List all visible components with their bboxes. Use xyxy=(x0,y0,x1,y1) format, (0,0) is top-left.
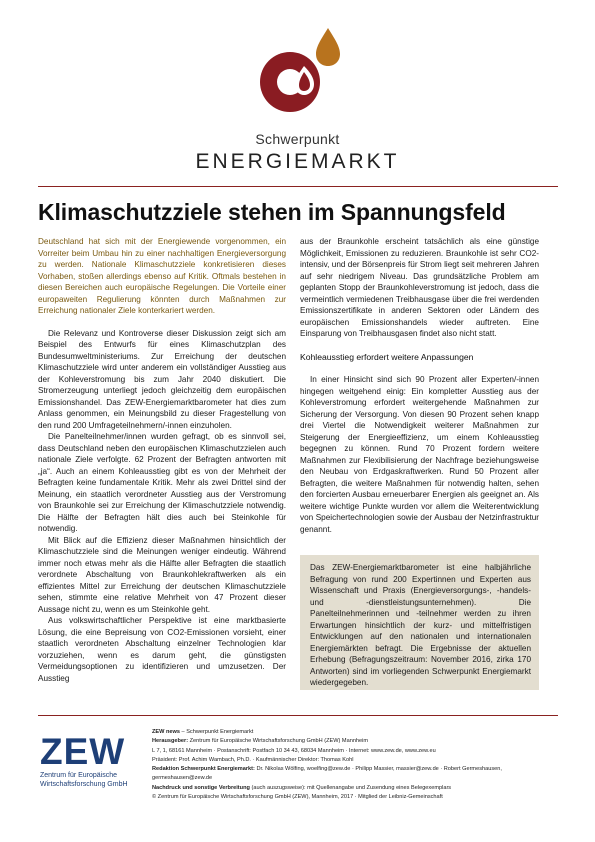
article-paragraph: Die Panelteilnehmer/innen wurden gefragt, ob es sinnvoll sei, dass Deutschland neben den europäischen Klimaschutzzielen auch nationale Ziele verfolgte. 62 Prozent der Befragten antworten mit „ja“. Auch an einem Kohleausstieg gibt es von der Mehrheit der Befragten keine fundamentale Kritik. Mehr als zwei Drittel sind der Meinung, ein staatlich verordneter Ausstieg aus der Verstromung von Braunkohle sei zur Erreichung der Klimaschutzziele notwendig. Die Hälfte der Befragten hält dies auch bei Steinkohle für notwendig. xyxy=(38,432,286,533)
imprint-line: Redaktion Schwerpunkt Energiemarkt: Dr. Nikolas Wölfing, woelfing@zew.de · Philipp Massier, massier@zew.de · Robert Germeshausen, germeshausen@zew.de xyxy=(152,766,502,782)
info-box-text: Das ZEW-Energiemarktbarometer ist eine halbjährliche Befragung von rund 200 Expertinnen und Experten aus Wissenschaft und Praxis (Energieversorgungs-, -handels- und -dienstleistungsunternehmen). Die Panelteilnehmerinnen und -teilnehmer werden zu ihren Erwartungen hinsichtlich der kurz- und mittelfristigen Entwicklungen auf den nationalen und internationalen Energiemärkten befragt. Die Ergebnisse der aktuellen Erhebung (Befragungszeitraum: November 2016, zirka 170 Antworten) sind im vorliegenden Schwerpunkt Energiemarkt wiedergegeben. xyxy=(310,563,531,687)
zew-organization-name: Zentrum für Europäische Wirtschaftsforschung GmbH xyxy=(40,772,128,788)
article-headline: Klimaschutzziele stehen im Spannungsfeld xyxy=(38,199,506,225)
article-column-right xyxy=(300,236,539,535)
imprint-line: ZEW news – Schwerpunkt Energiemarkt xyxy=(152,729,254,735)
article-paragraph: Aus volkswirtschaftlicher Perspektive ist eine marktbasierte Lösung, die eine Bepreisung von CO2-Emissionen vorsieht, einer staatlich verordneten Abschaltung einzelner Technologien klar vorzuziehen, wenn es darum geht, die günstigsten Vermeidungsoptionen zu identifizieren und umzusetzen. Der Ausstieg xyxy=(38,616,286,683)
logo-drop xyxy=(316,28,340,66)
imprint-line: Nachdruck und sonstige Verbreitung (auch auszugsweise): mit Quellenangabe und Zusendung eines Belegexemplars xyxy=(152,784,452,791)
imprint-line: © Zentrum für Europäische Wirtschaftsforschung GmbH (ZEW), Mannheim, 2017 · Mitglied der Leibniz-Gemeinschaft xyxy=(152,794,443,801)
section-kicker: Schwerpunkt xyxy=(255,131,340,147)
article-paragraph: aus der Braunkohle erscheint tatsächlich als eine günstige Möglichkeit, Emissionen zu reduzieren. Braunkohle ist sehr CO2-intensiv, und der Börsenpreis für Strom liegt seit mehreren Jahren auf sehr niedrigem Niveau. Das grundsätzliche Problem am geplanten Stopp der Braunkohleverstromung ist jedoch, dass die vermeintlich vermiedenen Treibhausgase über die frei werdenden Emissionszertifikate in anderen Sektoren oder Ländern des europäischen Emissionshandels wieder auftreten. Eine Einsparung von Treibhausgasen findet also nicht statt. xyxy=(300,237,539,338)
section-title: ENERGIEMARKT xyxy=(195,150,400,173)
energiemarkt-logo xyxy=(252,24,344,124)
imprint xyxy=(152,728,557,802)
header-divider xyxy=(38,186,558,187)
info-box xyxy=(300,555,539,690)
article-paragraph: Mit Blick auf die Effizienz dieser Maßnahmen hinsichtlich der Klimaschutzziele sind die Meinungen weniger eindeutig. Während immer noch etwas mehr als die Hälfte aller Befragten die staatlich verordnete Abschaltung von Braunkohlekraftwerken als ein effizientes Mittel zur Erreichung der deutschen Klimaschutzziele sehen, stimmte eine relative Mehrheit von 47 Prozent dieser Aussage nicht zu, wenn es um Steinkohle geht. xyxy=(38,535,286,614)
article-paragraph: Die Relevanz und Kontroverse dieser Diskussion zeigt sich am Beispiel des Entwurfs für eines Klimaschutzplan des Bundesumweltministeriums. Zur Erreichung der deutschen Klimaschutzziele wird unter anderem ein vollständiger Ausstieg aus der Kohleverstromung bis zum Jahr 2040 diskutiert. Die Stromerzeugung unterliegt jedoch gleichzeitig dem europäischen Emissionshandel. Das ZEW-Energiemarktbarometer hat dies zum Anlass genommen, ein Meinungsbild zu dieser Fragestellung von den rund 200 Umfrageteilnehmern/-innen einzuholen. xyxy=(38,328,286,430)
article-column-left xyxy=(38,236,286,684)
article-paragraph: In einer Hinsicht sind sich 90 Prozent aller Experten/-innen hingegen weitgehend einig: Ein kompletter Ausstieg aus der Kohleverstromung erfordert weitergehende Maßnahmen zur Sicherung der Versorgung. Von diesen 90 Prozent sehen knapp drei Viertel die Notwendigkeit weiterer Maßnahmen zur Steigerung der Energieeffizienz, um einem Kohleausstieg begegnen zu können. Rund 70 Prozent fordern weitere Maßnahmen zur Flexibilisierung der Nachfrage beziehungsweise den Neubau von Erdgaskraftwerken. Rund 50 Prozent aller Befragten, die weitere Maßnahmen für notwendig halten, sehen den forcierten Ausbau erneuerbarer Energien als geeignet an. Als weitere wichtige Punkte wurden vor allem die Weiterentwicklung von Speichertechnologien sowie der Ausbau der Netzinfrastruktur genannt. xyxy=(300,375,539,534)
article-lead: Deutschland hat sich mit der Energiewende vorgenommen, ein Vorreiter beim Umbau hin zu einer nachhaltigen Energieversorgung zu werden. Nationale Klimaschutzziele konkretisieren dieses Vorhaben, stoßen allerdings ebenso auf Kritik. Oftmals bestehen in diesen Bereichen auch europäische Regelungen. Die Vorteile einer europaweiten Regulierung könnten durch Maßnahmen zur Erreichung nationaler Ziele konterkariert werden. xyxy=(38,237,286,315)
footer-divider xyxy=(38,715,558,716)
imprint-line: Herausgeber: Zentrum für Europäische Wirtschaftsforschung GmbH (ZEW) Mannheim xyxy=(152,738,369,745)
article-subheading: Kohleausstieg erfordert weitere Anpassungen xyxy=(300,351,474,362)
zew-logo: ZEW xyxy=(40,731,126,772)
imprint-line: Präsident: Prof. Achim Wambach, Ph.D. · Kaufmännischer Direktor: Thomas Kohl xyxy=(152,756,354,763)
imprint-line: L 7, 1, 68161 Mannheim · Postanschrift: Postfach 10 34 43, 68034 Mannheim · Internet: www.zew.de, www.zew.eu xyxy=(152,747,436,754)
